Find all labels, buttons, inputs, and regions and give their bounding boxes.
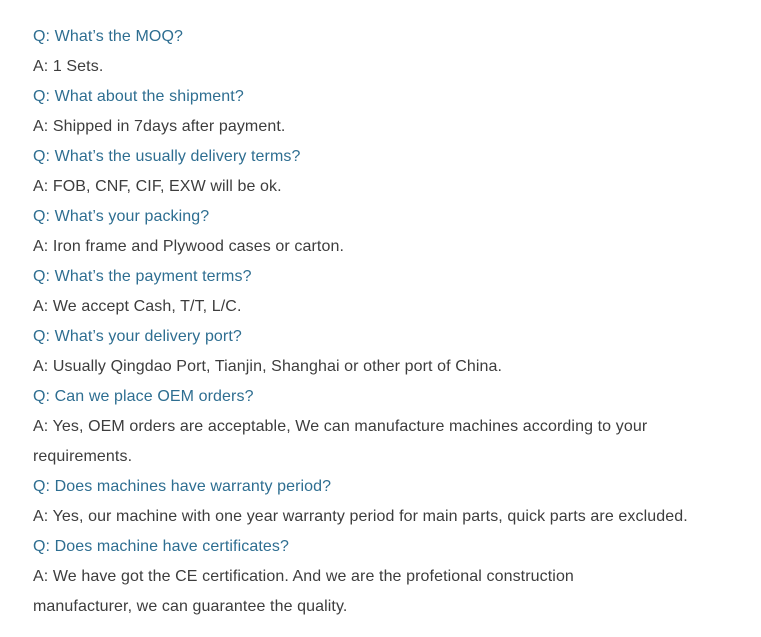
faq-question: Q: What about the shipment? [33, 88, 244, 105]
faq-answer-line: A: Yes, OEM orders are acceptable, We can manufacture machines according to your [33, 418, 648, 435]
faq-question: Q: What’s the payment terms? [33, 268, 252, 285]
faq-item [33, 142, 753, 202]
faq-answer-line: A: 1 Sets. [33, 58, 104, 75]
faq-question: Q: Can we place OEM orders? [33, 388, 254, 405]
faq-answer-line: A: Shipped in 7days after payment. [33, 118, 286, 135]
faq-question: Q: What’s the MOQ? [33, 28, 183, 45]
faq-item [33, 322, 753, 382]
faq-answer-line: A: Usually Qingdao Port, Tianjin, Shanghai or other port of China. [33, 358, 503, 375]
faq-question: Q: Does machines have warranty period? [33, 478, 332, 495]
faq-question: Q: What’s your packing? [33, 208, 210, 225]
faq-question: Q: What’s your delivery port? [33, 328, 242, 345]
faq-item [33, 202, 753, 262]
faq-answer-line: requirements. [33, 448, 133, 465]
faq-item [33, 532, 753, 622]
faq-answer-line: A: Iron frame and Plywood cases or carton. [33, 238, 345, 255]
faq-item [33, 382, 753, 472]
faq-question: Q: What’s the usually delivery terms? [33, 148, 301, 165]
faq-answer-line: manufacturer, we can guarantee the quality. [33, 598, 348, 615]
faq-item [33, 82, 753, 142]
faq-item [33, 262, 753, 322]
faq-item [33, 22, 753, 82]
faq-answer-line: A: We accept Cash, T/T, L/C. [33, 298, 242, 315]
faq-question: Q: Does machine have certificates? [33, 538, 289, 555]
faq-answer-line: A: Yes, our machine with one year warranty period for main parts, quick parts are excluded. [33, 508, 688, 525]
faq-answer-line: A: We have got the CE certification. And we are the profetional construction [33, 568, 574, 585]
faq-answer-line: A: FOB, CNF, CIF, EXW will be ok. [33, 178, 282, 195]
faq-item [33, 472, 753, 532]
